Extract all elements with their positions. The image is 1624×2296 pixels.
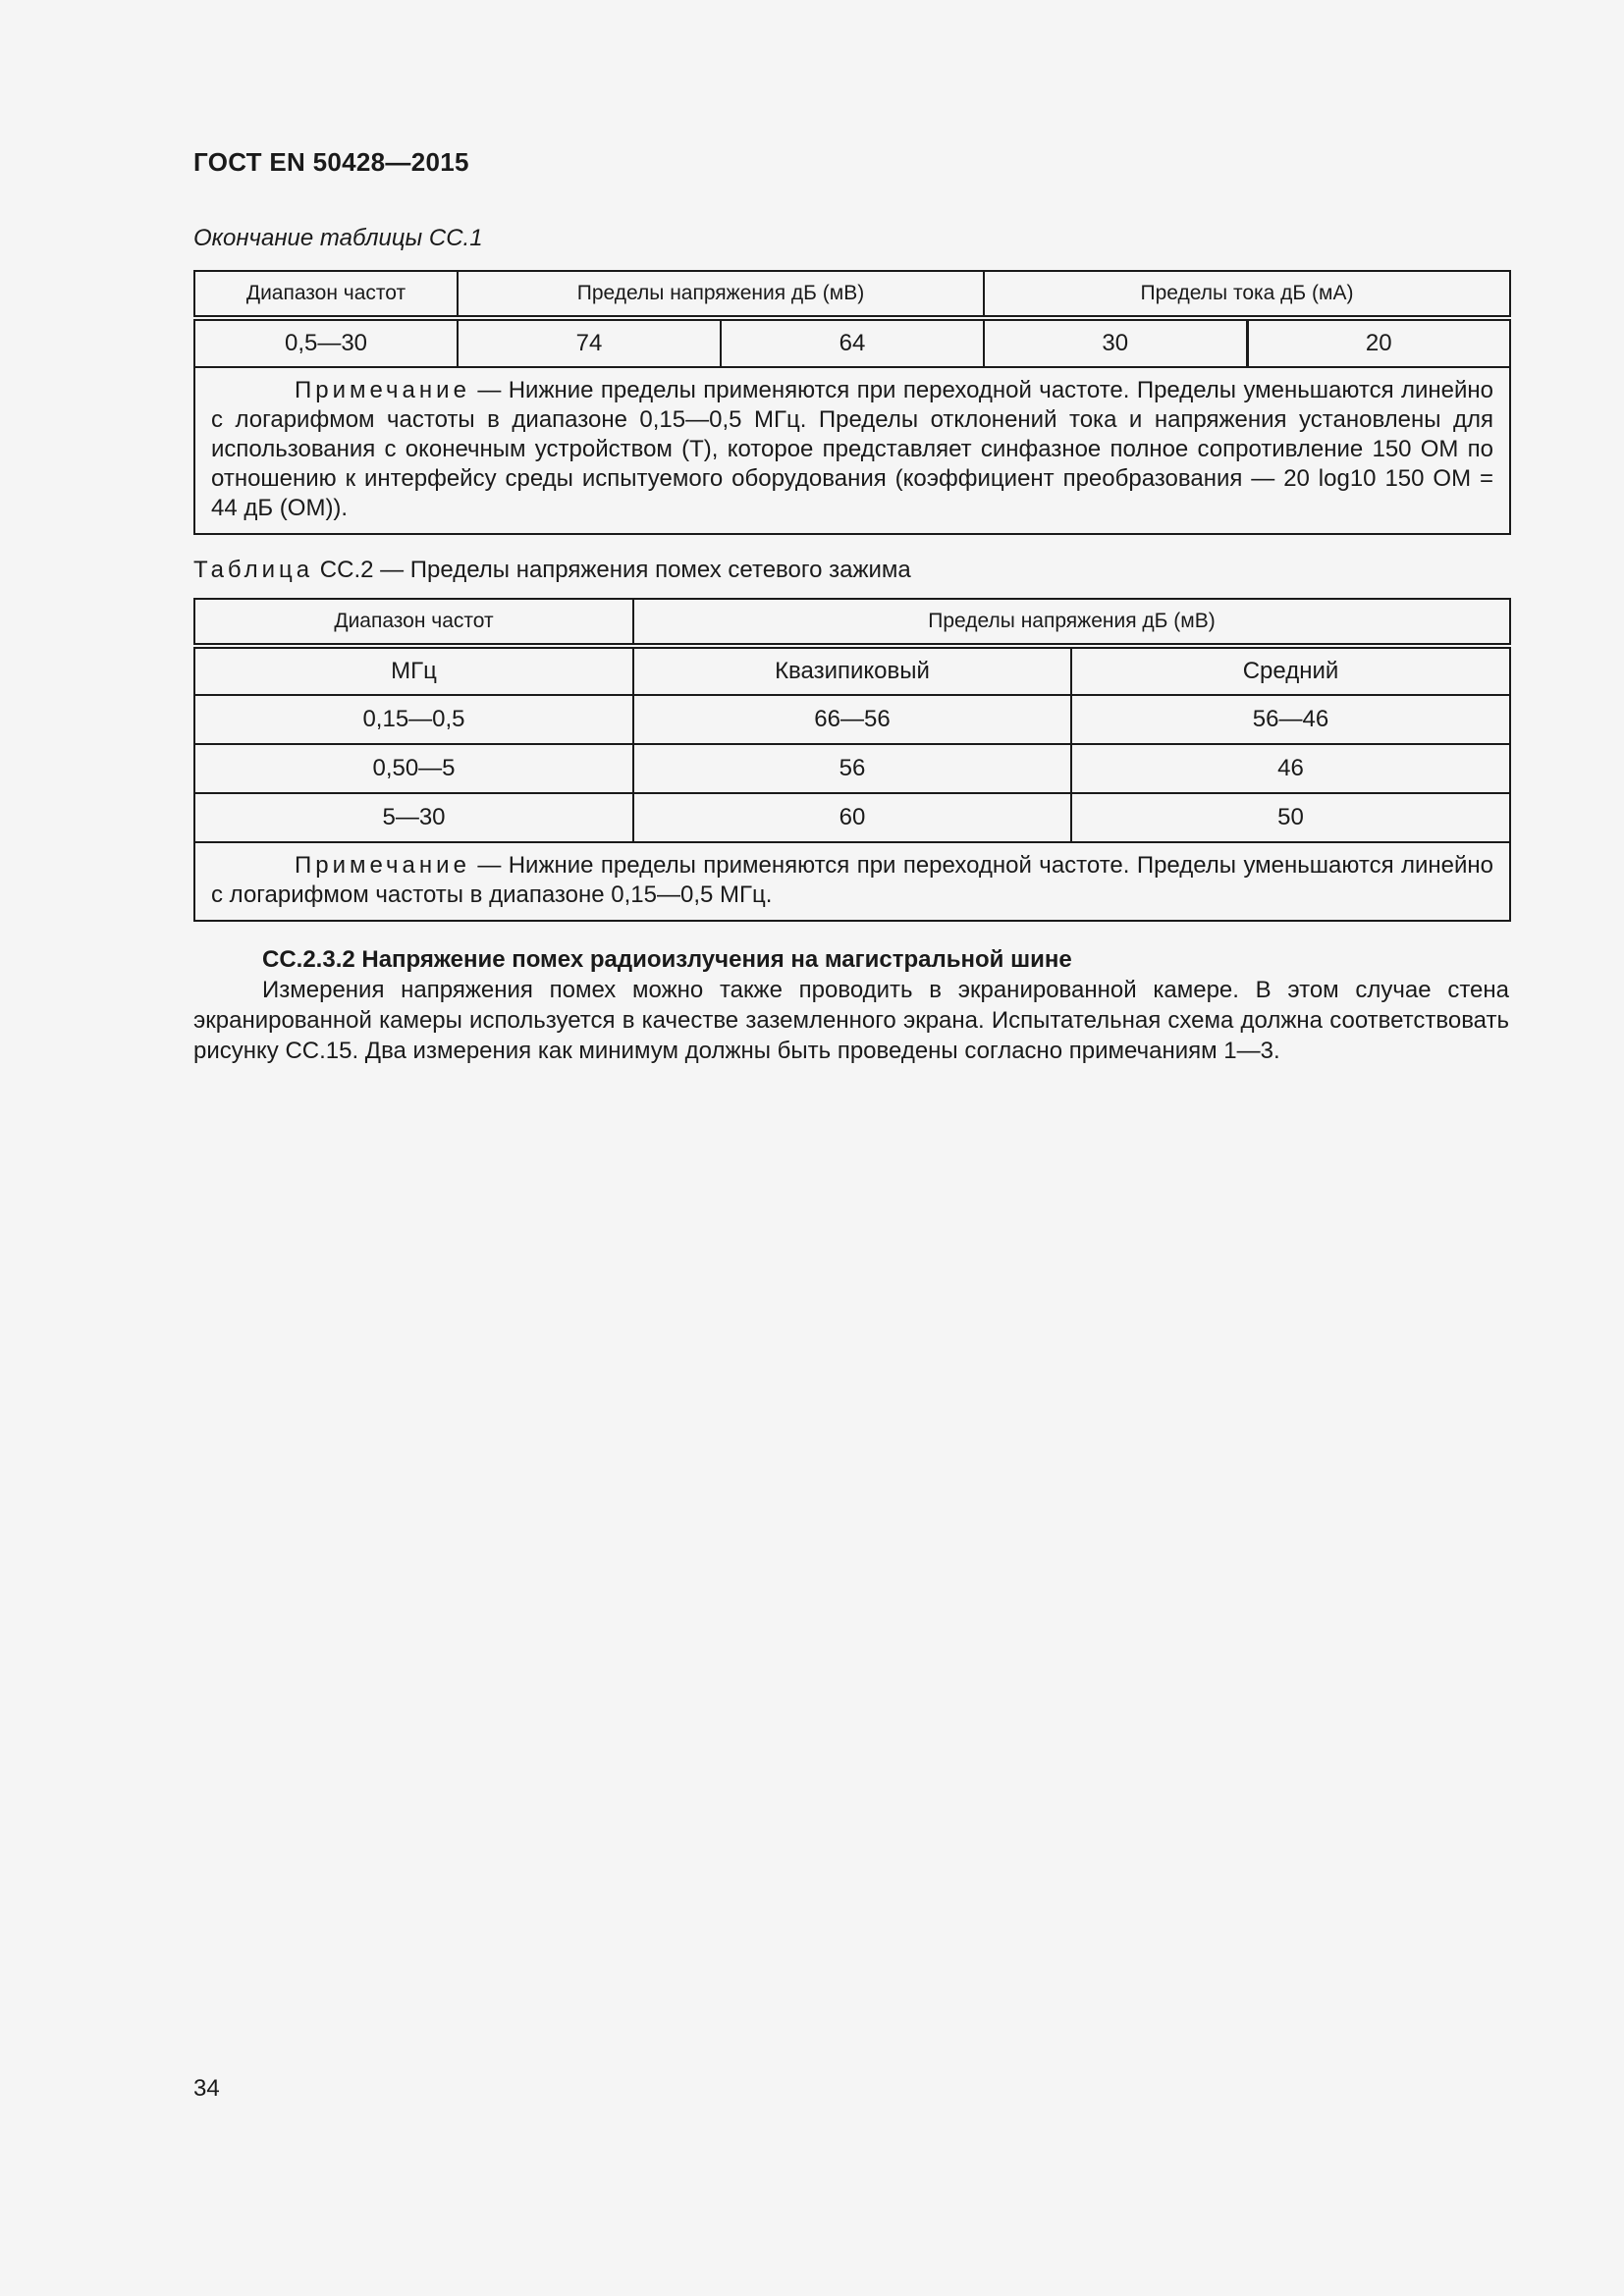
table-note	[194, 367, 1510, 534]
table-cell: 74	[458, 318, 721, 367]
table-cell: 0,50—5	[194, 744, 633, 793]
table-cell: 64	[721, 318, 984, 367]
table2-caption	[193, 557, 911, 584]
table-cell: 56	[633, 744, 1071, 793]
table-cell: 30	[984, 318, 1247, 367]
header-average: Средний	[1071, 646, 1510, 695]
document-id: ГОСТ EN 50428—2015	[193, 147, 469, 177]
table-cell: 0,5—30	[194, 318, 458, 367]
section-heading: СС.2.3.2 Напряжение помех радиоизлучения на магистральной шине	[262, 946, 1072, 973]
table-row	[194, 318, 1510, 367]
section-cc-2-3-2	[193, 944, 1509, 1066]
header-frequency-range: Диапазон частот	[194, 599, 633, 646]
note-text: — Нижние пределы применяются при переходной частоте. Пределы уменьшаются линейно с логарифмом частоты в диапазоне 0,15—0,5 МГц. Пределы отклонений тока и напряжения установлены для использования с оконечным устройством (Т), которое представляет синфазное полное сопротивление 150 ОМ по отношению к интерфейсу среды испытуемого оборудования (коэффициент преобразования — 20 log10 150 ОМ = 44 дБ (ОМ)).	[211, 377, 1493, 521]
note-label: Примечание	[295, 852, 470, 879]
note-text: — Нижние пределы применяются при переходной частоте. Пределы уменьшаются линейно с логарифмом частоты в диапазоне 0,15—0,5 МГц.	[211, 852, 1493, 908]
header-quasi-peak: Квазипиковый	[633, 646, 1071, 695]
table-cc2	[193, 598, 1511, 922]
section-paragraph: Измерения напряжения помех можно также проводить в экранированной камере. В этом случае стена экранированной камеры используется в качестве заземленного экрана. Испытательная схема должна соответствовать рисунку СС.15. Два измерения как минимум должны быть проведены согласно примечаниям 1—3.	[193, 977, 1509, 1064]
table-note-row	[194, 367, 1510, 534]
table-row	[194, 695, 1510, 744]
table-cell: 5—30	[194, 793, 633, 842]
page-number: 34	[193, 2075, 220, 2102]
note-label: Примечание	[295, 377, 470, 403]
table-header-row	[194, 599, 1510, 646]
caption-text: СС.2 — Пределы напряжения помех сетевого зажима	[313, 557, 911, 583]
table-cell: 20	[1247, 318, 1510, 367]
table1-continuation-label: Окончание таблицы СС.1	[193, 225, 483, 251]
table-header-row	[194, 271, 1510, 318]
table-cell: 56—46	[1071, 695, 1510, 744]
header-voltage-limits: Пределы напряжения дБ (мВ)	[458, 271, 984, 318]
header-unit: МГц	[194, 646, 633, 695]
header-frequency-range: Диапазон частот	[194, 271, 458, 318]
table-cell: 66—56	[633, 695, 1071, 744]
table-row	[194, 744, 1510, 793]
table-cell: 60	[633, 793, 1071, 842]
table-subheader-row	[194, 646, 1510, 695]
table-cell: 50	[1071, 793, 1510, 842]
caption-label: Таблица	[193, 557, 314, 583]
table-cell: 46	[1071, 744, 1510, 793]
table-cc1	[193, 270, 1511, 535]
table-note	[194, 842, 1510, 921]
table-row	[194, 793, 1510, 842]
table-note-row	[194, 842, 1510, 921]
header-current-limits: Пределы тока дБ (мА)	[984, 271, 1510, 318]
header-voltage-limits: Пределы напряжения дБ (мВ)	[633, 599, 1510, 646]
table-cell: 0,15—0,5	[194, 695, 633, 744]
